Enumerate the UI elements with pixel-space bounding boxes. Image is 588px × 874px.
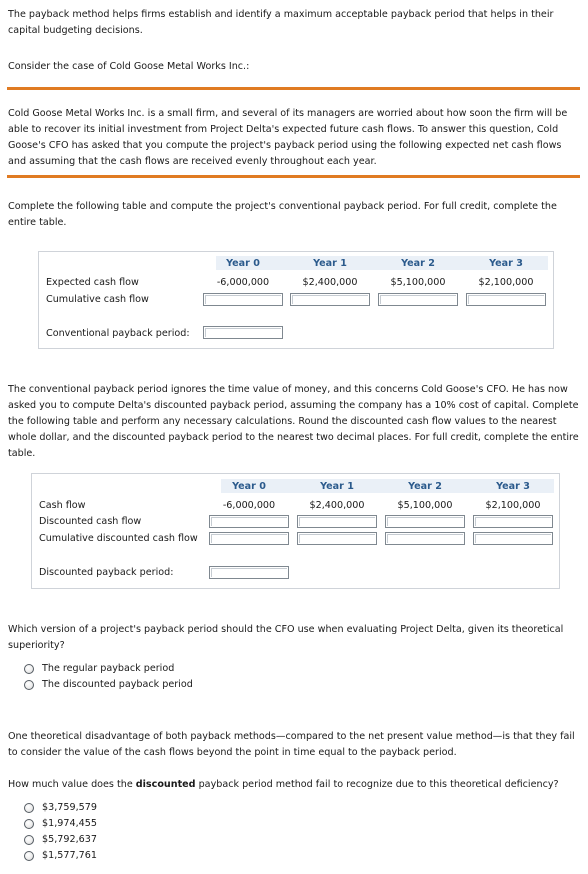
cash-flow-y3: $2,100,000 bbox=[485, 500, 541, 511]
expected-cash-flow-y0: -6,000,000 bbox=[216, 277, 270, 288]
radio-button-icon[interactable] bbox=[24, 803, 34, 813]
table2-header-year0: Year 0 bbox=[232, 481, 266, 492]
table2-header-year3: Year 3 bbox=[496, 481, 530, 492]
expected-cash-flow-y3: $2,100,000 bbox=[478, 277, 534, 288]
case-text: Cold Goose Metal Works Inc. is a small firm, and several of its managers are worried about how soon the firm will be able to recover its initial investment from Project Delta's expected future cash flows. To answer this question, Cold Goose's CFO has asked that you compute the project's payback period using the following expected net cash flows and assuming that the cash flows are received evenly throughout each year. bbox=[8, 108, 568, 167]
expected-cash-flow-y1: $2,400,000 bbox=[302, 277, 358, 288]
q2-option-label: $1,577,761 bbox=[42, 850, 97, 861]
discounted-cash-flow-y1-input[interactable] bbox=[297, 515, 377, 528]
cumulative-discounted-cash-flow-label: Cumulative discounted cash flow bbox=[39, 533, 198, 544]
cumulative-cash-flow-y2-input[interactable] bbox=[378, 293, 458, 306]
radio-button-icon[interactable] bbox=[24, 851, 34, 861]
discounted-cash-flow-y2-input[interactable] bbox=[385, 515, 465, 528]
consider-text: Consider the case of Cold Goose Metal Works Inc.: bbox=[8, 61, 250, 72]
q2-option-4[interactable] bbox=[24, 850, 97, 861]
intro-text: The payback method helps firms establish and identify a maximum acceptable payback period that helps in their capital budgeting decisions. bbox=[8, 9, 554, 36]
discounted-payback-input[interactable] bbox=[209, 566, 289, 579]
q2-option-1[interactable] bbox=[24, 802, 97, 813]
cumulative-cash-flow-label: Cumulative cash flow bbox=[46, 294, 149, 305]
conventional-payback-label: Conventional payback period: bbox=[46, 328, 190, 339]
table2-instruction: The conventional payback period ignores the time value of money, and this concerns Cold Goose's CFO. He has now asked you to compute Delta's discounted payback period, assuming the company has a 10% cost of capital. Complete the following table and perform any necessary calculations. Round the discounted cash flow values to the nearest whole dollar, and the discounted payback period to the nearest two decimal places. For full credit, complete the entire table. bbox=[8, 384, 579, 459]
cumulative-discounted-cash-flow-y1-input[interactable] bbox=[297, 532, 377, 545]
q2-question: How much value does the discounted payback period method fail to recognize due to this theoretical deficiency? bbox=[8, 779, 559, 790]
cumulative-discounted-cash-flow-y2-input[interactable] bbox=[385, 532, 465, 545]
table1-header-year3: Year 3 bbox=[489, 258, 523, 269]
cumulative-cash-flow-y0-input[interactable] bbox=[203, 293, 283, 306]
radio-button-icon[interactable] bbox=[24, 664, 34, 674]
table2-header-year1: Year 1 bbox=[320, 481, 354, 492]
q2-option-label: $3,759,579 bbox=[42, 802, 97, 813]
table1-instruction: Complete the following table and compute the project's conventional payback period. For full credit, complete the entire table. bbox=[8, 201, 557, 228]
conventional-payback-input[interactable] bbox=[203, 326, 283, 339]
expected-cash-flow-y2: $5,100,000 bbox=[390, 277, 446, 288]
q1-option-label: The regular payback period bbox=[42, 663, 175, 674]
bottom-orange-rule bbox=[7, 175, 580, 178]
q1-option-discounted[interactable] bbox=[24, 679, 193, 690]
table2-header-year2: Year 2 bbox=[408, 481, 442, 492]
cumulative-cash-flow-y3-input[interactable] bbox=[466, 293, 546, 306]
q2-option-2[interactable] bbox=[24, 818, 97, 829]
cumulative-discounted-cash-flow-y0-input[interactable] bbox=[209, 532, 289, 545]
expected-cash-flow-label: Expected cash flow bbox=[46, 277, 139, 288]
q2-note: One theoretical disadvantage of both payback methods—compared to the net present value method—is that they fail to consider the value of the cash flows beyond the point in time equal to the payback period. bbox=[8, 731, 575, 758]
q2-option-3[interactable] bbox=[24, 834, 97, 845]
discounted-payback-label: Discounted payback period: bbox=[39, 567, 174, 578]
q2-question-emphasis: discounted bbox=[135, 779, 196, 790]
radio-button-icon[interactable] bbox=[24, 819, 34, 829]
discounted-cash-flow-label: Discounted cash flow bbox=[39, 516, 142, 527]
radio-button-icon[interactable] bbox=[24, 680, 34, 690]
q1-option-regular[interactable] bbox=[24, 663, 174, 674]
top-orange-rule bbox=[7, 87, 580, 90]
table1-header-year0: Year 0 bbox=[226, 258, 260, 269]
radio-button-icon[interactable] bbox=[24, 835, 34, 845]
table1-header-year1: Year 1 bbox=[313, 258, 347, 269]
discounted-cash-flow-y0-input[interactable] bbox=[209, 515, 289, 528]
q2-option-label: $5,792,637 bbox=[42, 834, 97, 845]
cumulative-discounted-cash-flow-y3-input[interactable] bbox=[473, 532, 553, 545]
q1-option-label: The discounted payback period bbox=[42, 679, 193, 690]
cumulative-cash-flow-y1-input[interactable] bbox=[290, 293, 370, 306]
cash-flow-label: Cash flow bbox=[39, 500, 86, 511]
cash-flow-y2: $5,100,000 bbox=[397, 500, 453, 511]
q2-option-label: $1,974,455 bbox=[42, 818, 97, 829]
discounted-cash-flow-y3-input[interactable] bbox=[473, 515, 553, 528]
q1-text: Which version of a project's payback period should the CFO use when evaluating Project Delta, given its theoretical superiority? bbox=[8, 624, 564, 651]
cash-flow-y1: $2,400,000 bbox=[309, 500, 365, 511]
table1-header-year2: Year 2 bbox=[401, 258, 435, 269]
cash-flow-y0: -6,000,000 bbox=[222, 500, 276, 511]
